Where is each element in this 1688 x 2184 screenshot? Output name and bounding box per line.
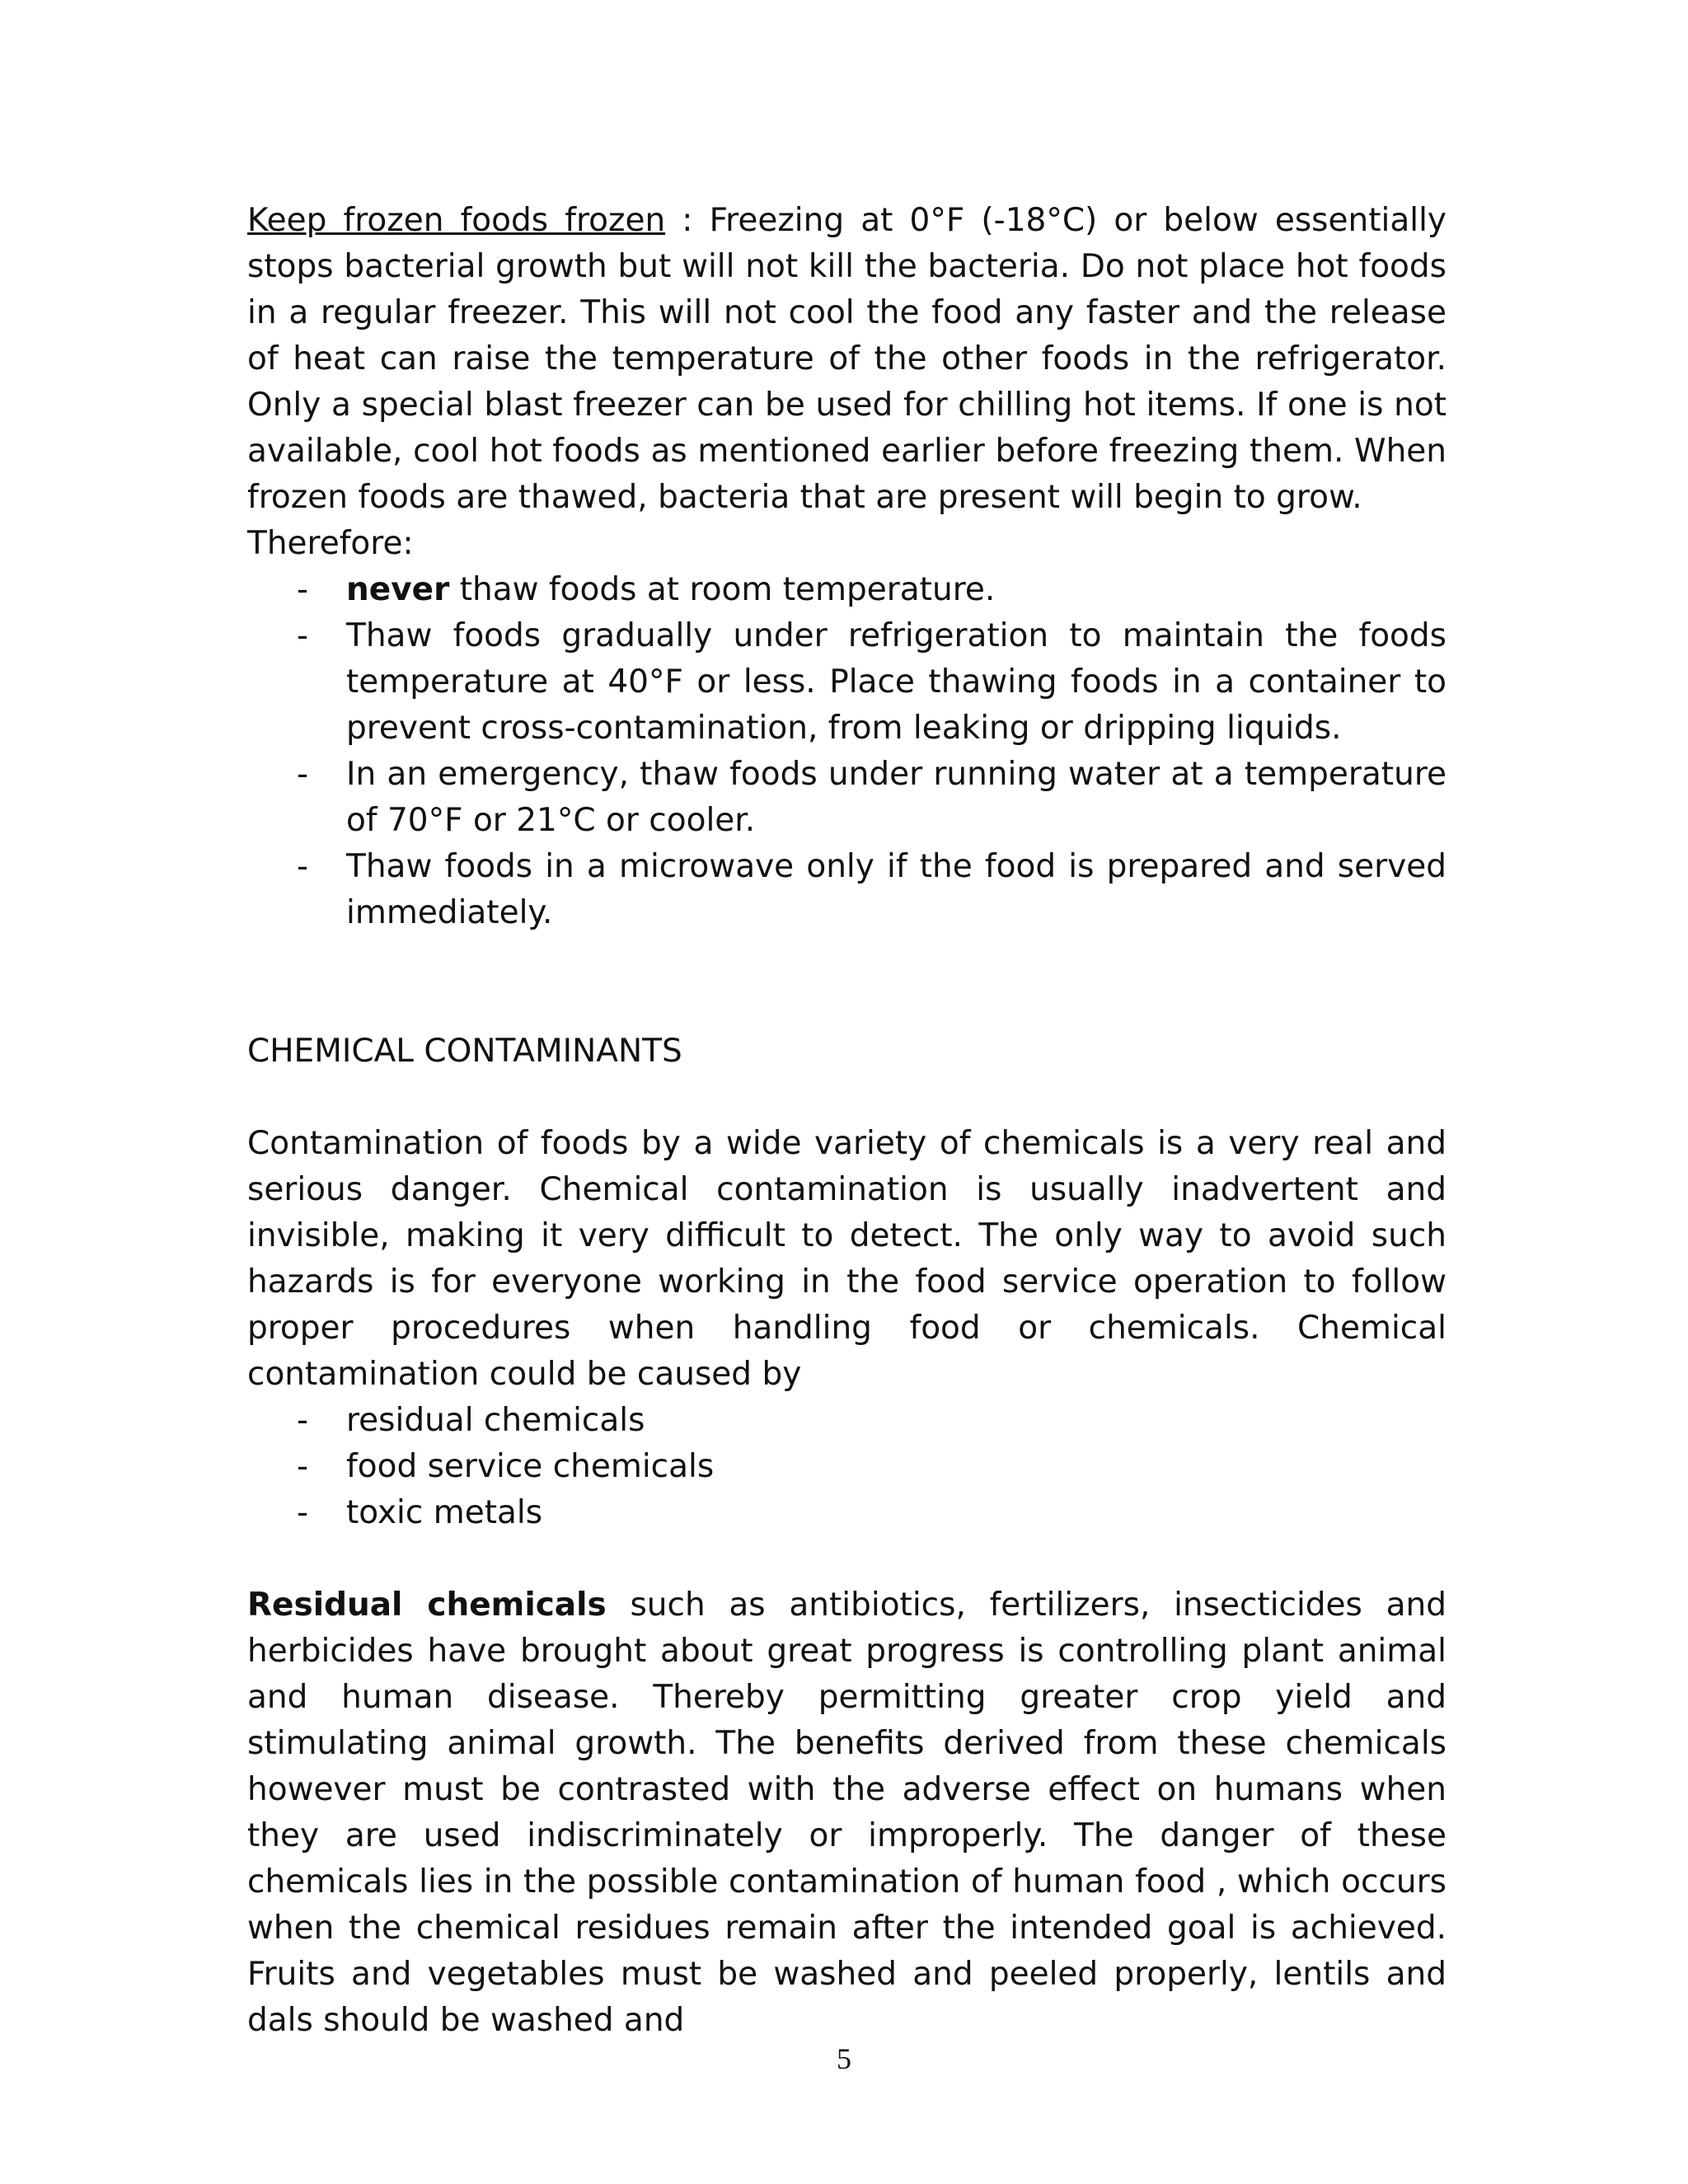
- bold-never: never: [346, 571, 450, 608]
- list-item-text: thaw foods at room temperature.: [449, 571, 996, 608]
- dash-marker: -: [297, 1402, 309, 1439]
- freezing-heading: Keep frozen foods frozen: [247, 202, 666, 239]
- bold-residual-chemicals: Residual chemicals: [247, 1586, 607, 1624]
- list-item: [247, 567, 1447, 613]
- dash-marker: -: [297, 617, 309, 654]
- section-heading-chemical: CHEMICAL CONTAMINANTS: [247, 1033, 682, 1070]
- thawing-list: [247, 567, 1447, 936]
- causes-list: [247, 1398, 1447, 1536]
- page-number: 5: [837, 2042, 851, 2075]
- dash-marker: -: [297, 1448, 309, 1485]
- list-item: [247, 1490, 1447, 1536]
- residual-body: such as antibiotics, fertilizers, insecticides and herbicides have brought about great progress is controlling plant animal and human disease. Thereby permitting greater crop yield and stimulating animal growth. The benefits derived from these chemicals however must be contrasted with the adverse effect on humans when they are used indiscriminately or improperly. The danger of these chemicals lies in the possible contamination of human food , which occurs when the chemical residues remain after the intended goal is achieved. Fruits and vegetables must be washed and peeled properly, lentils and dals should be washed and: [247, 1586, 1447, 2039]
- spacer: [247, 936, 1447, 1029]
- spacer: [247, 1536, 1447, 1582]
- list-item-text: food service chemicals: [346, 1448, 715, 1485]
- document-page: [247, 198, 1447, 2044]
- list-item: [247, 1398, 1447, 1444]
- list-item-text: residual chemicals: [346, 1402, 645, 1439]
- list-item: [247, 844, 1447, 936]
- residual-chemicals-paragraph: [247, 1582, 1447, 2044]
- chemical-intro-paragraph: Contamination of foods by a wide variety of chemicals is a very real and serious danger. Chemical contamination is usually inadvertent and invisible, making it very difficult to detect. The only way to avoid such hazards is for everyone working in the food service operation to follow proper procedures when handling food or chemicals. Chemical contamination could be caused by: [247, 1125, 1447, 1393]
- dash-marker: -: [297, 1494, 309, 1531]
- dash-marker: -: [297, 756, 309, 793]
- list-item: [247, 752, 1447, 844]
- dash-marker: -: [297, 571, 309, 608]
- freezing-paragraph: [247, 198, 1447, 521]
- dash-marker: -: [297, 848, 309, 885]
- list-item-text: Thaw foods gradually under refrigeration to maintain the foods temperature at 40°F or less. Place thawing foods in a container to prevent cross-contamination, from leaking or dripping liquids.: [346, 617, 1447, 747]
- freezing-separator: :: [665, 202, 710, 239]
- spacer: [247, 1075, 1447, 1121]
- therefore-line: Therefore:: [247, 525, 414, 562]
- list-item-text: toxic metals: [346, 1494, 543, 1531]
- list-item: [247, 1444, 1447, 1490]
- list-item-text: Thaw foods in a microwave only if the food is prepared and served immediately.: [346, 848, 1447, 931]
- list-item: [247, 613, 1447, 752]
- freezing-body: Freezing at 0°F (-18°C) or below essentially stops bacterial growth but will not kill the bacteria. Do not place hot foods in a regular freezer. This will not cool the food any faster and the release of heat can raise the temperature of the other foods in the refrigerator. Only a special blast freezer can be used for chilling hot items. If one is not available, cool hot foods as mentioned earlier before freezing them. When frozen foods are thawed, bacteria that are present will begin to grow.: [247, 202, 1447, 516]
- list-item-text: In an emergency, thaw foods under running water at a temperature of 70°F or 21°C or cooler.: [346, 756, 1447, 839]
